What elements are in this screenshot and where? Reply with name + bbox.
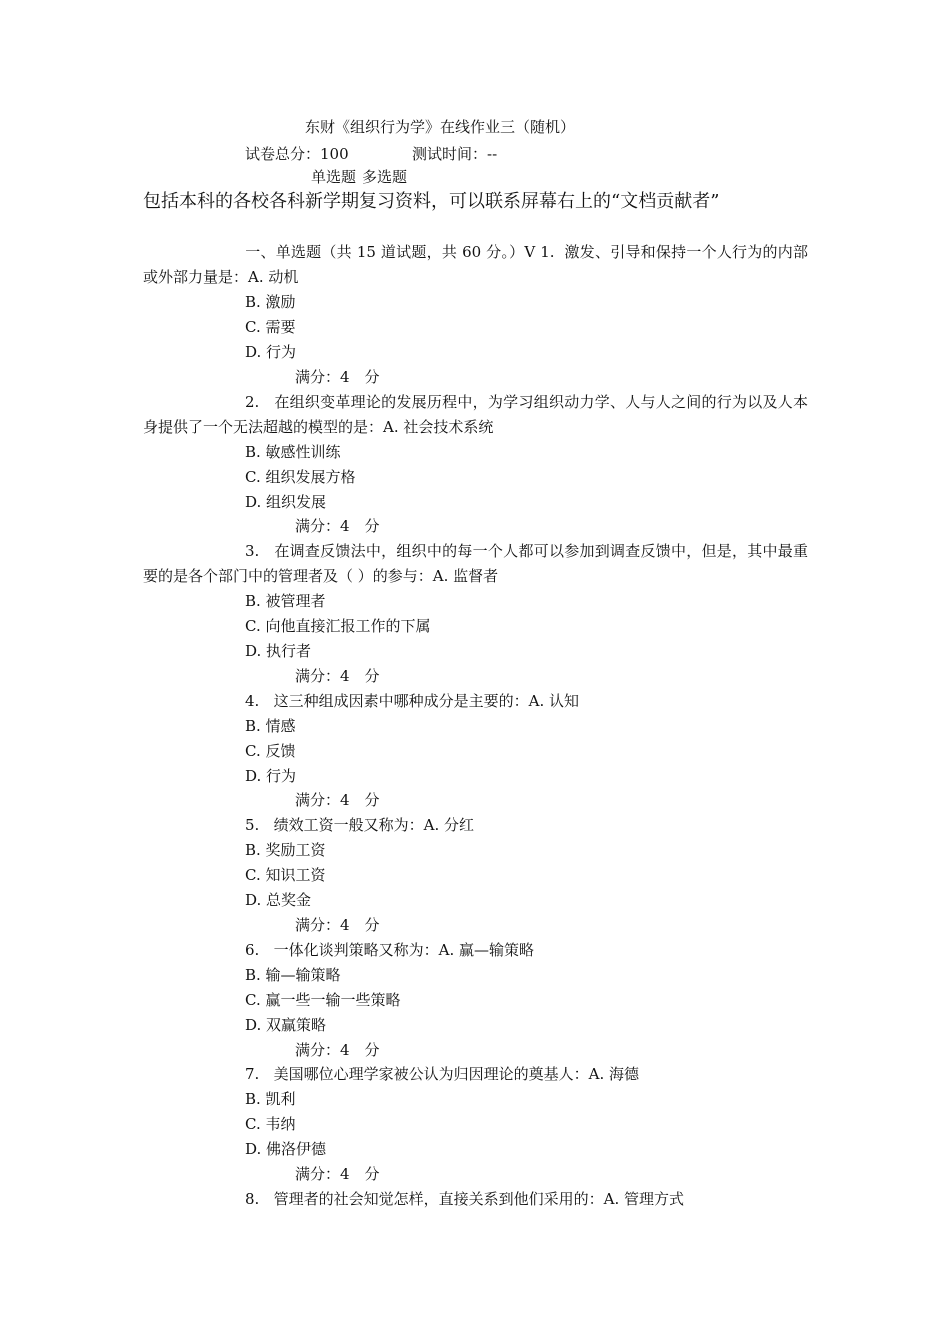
question-text: 激发、引导和保持一个人行为的内部或外部力量是：A. 动机 <box>143 243 808 286</box>
page-title: 东财《组织行为学》在线作业三（随机） <box>305 118 576 136</box>
option-b: B. 情感 <box>245 717 296 735</box>
question-text: 绩效工资一般又称为：A. 分红 <box>273 816 474 834</box>
question-number: 4. <box>245 692 260 710</box>
question-number: 6. <box>245 941 260 959</box>
option-d: D. 行为 <box>245 343 297 361</box>
question-6-stem <box>245 940 534 960</box>
question-type-list <box>311 167 413 187</box>
option-b: B. 凯利 <box>245 1090 296 1108</box>
question-1-stem <box>143 240 808 290</box>
type-single-choice[interactable]: 单选题 <box>311 168 357 186</box>
question-score: 满分：4 分 <box>295 791 380 809</box>
question-number: 5. <box>245 816 260 834</box>
option-d: D. 执行者 <box>245 642 312 660</box>
total-score: 试卷总分：100 <box>245 145 349 163</box>
option-c: C. 韦纳 <box>245 1115 296 1133</box>
question-number: 2. <box>245 393 260 411</box>
option-c: C. 组织发展方格 <box>245 468 356 486</box>
question-number: 7. <box>245 1065 260 1083</box>
option-c: C. 向他直接汇报工作的下属 <box>245 617 431 635</box>
question-7-stem <box>245 1064 639 1084</box>
question-text: 这三种组成因素中哪种成分是主要的：A. 认知 <box>273 692 579 710</box>
question-5-stem <box>245 815 474 835</box>
question-number: 8. <box>245 1190 260 1208</box>
type-multiple-choice[interactable]: 多选题 <box>362 168 408 186</box>
option-b: B. 奖励工资 <box>245 841 326 859</box>
question-text: 在组织变革理论的发展历程中，为学习组织动力学、人与人之间的行为以及人本身提供了一个无法超越的模型的是：A. 社会技术系统 <box>143 393 808 436</box>
question-score: 满分：4 分 <box>295 667 380 685</box>
option-d: D. 佛洛伊德 <box>245 1140 327 1158</box>
option-d: D. 双赢策略 <box>245 1016 327 1034</box>
option-c: C. 反馈 <box>245 742 296 760</box>
question-score: 满分：4 分 <box>295 1041 380 1059</box>
question-text: 一体化谈判策略又称为：A. 赢—输策略 <box>273 941 534 959</box>
question-3-stem <box>143 539 808 589</box>
option-d: D. 组织发展 <box>245 493 327 511</box>
question-4-stem <box>245 691 579 711</box>
question-text: 在调查反馈法中，组织中的每一个人都可以参加到调查反馈中，但是，其中最重要的是各个部门中的管理者及（ ）的参与：A. 监督者 <box>143 542 808 585</box>
option-c: C. 知识工资 <box>245 866 326 884</box>
question-score: 满分：4 分 <box>295 1165 380 1183</box>
test-time: 测试时间：-- <box>412 145 498 163</box>
section-intro: 一、单选题（共 15 道试题，共 60 分。）V 1. <box>245 243 555 261</box>
promo-text: 包括本科的各校各科新学期复习资料，可以联系屏幕右上的“文档贡献者” <box>143 191 720 212</box>
question-text: 管理者的社会知觉怎样，直接关系到他们采用的：A. 管理方式 <box>273 1190 684 1208</box>
option-b: B. 被管理者 <box>245 592 326 610</box>
question-score: 满分：4 分 <box>295 368 380 386</box>
question-score: 满分：4 分 <box>295 916 380 934</box>
option-c: C. 需要 <box>245 318 296 336</box>
option-b: B. 激励 <box>245 293 296 311</box>
option-d: D. 行为 <box>245 767 297 785</box>
option-b: B. 敏感性训练 <box>245 443 341 461</box>
question-number: 3. <box>245 542 260 560</box>
question-score: 满分：4 分 <box>295 517 380 535</box>
question-2-stem <box>143 390 808 440</box>
option-b: B. 输—输策略 <box>245 966 341 984</box>
option-c: C. 赢一些一输一些策略 <box>245 991 401 1009</box>
question-8-stem <box>245 1189 684 1209</box>
option-d: D. 总奖金 <box>245 891 312 909</box>
question-text: 美国哪位心理学家被公认为归因理论的奠基人：A. 海德 <box>273 1065 639 1083</box>
